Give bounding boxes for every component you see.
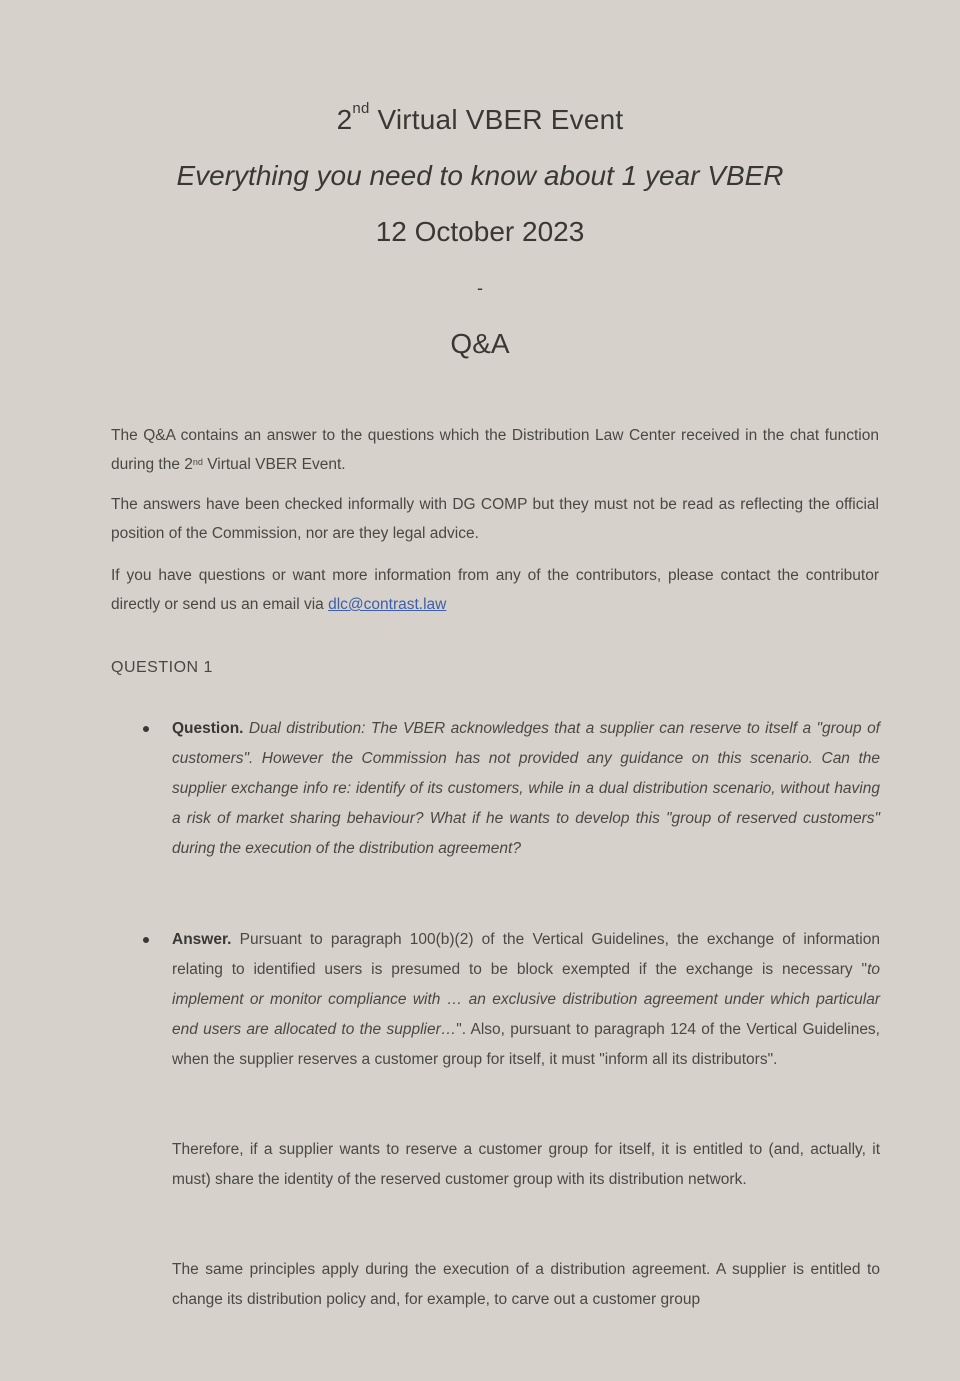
bullet-icon xyxy=(143,937,149,943)
answer-paragraph-3: The same principles apply during the execution of a distribution agreement. A supplier is entitled to change its distribution policy and, for example, to carve out a customer group xyxy=(172,1261,880,1308)
question-item: Question. Dual distribution: The VBER acknowledges that a supplier can reserve to itself a "group of customers". However the Commission has not provided any guidance on this scenario. Can the supplier exchange info re: identify of its customers, while in a dual distribution scenario, without having a risk of market sharing behaviour? What if he wants to develop this "group of reserved customers" during the execution of the distribution agreement? xyxy=(172,720,880,857)
intro-paragraph-3: If you have questions or want more information from any of the contributors, please contact the contributor directly or send us an email via dlc@contrast.law xyxy=(111,567,879,613)
event-subtitle: Everything you need to know about 1 year VBER xyxy=(176,160,784,191)
answer-paragraph-2: Therefore, if a supplier wants to reserve a customer group for itself, it is entitled to (and, actually, it must) share the identity of the reserved customer group with its distribution network. xyxy=(172,1141,880,1188)
question-heading: QUESTION 1 xyxy=(111,659,213,676)
title-separator: - xyxy=(477,278,483,298)
event-date: 12 October 2023 xyxy=(375,216,585,247)
event-title: 2nd Virtual VBER Event xyxy=(336,100,624,135)
section-title: Q&A xyxy=(450,328,510,359)
email-link[interactable]: dlc@contrast.law xyxy=(328,596,447,613)
intro-paragraph-2: The answers have been checked informally with DG COMP but they must not be read as reflecting the official position of the Commission, nor are they legal advice. xyxy=(111,496,879,542)
intro-paragraph-1: The Q&A contains an answer to the questions which the Distribution Law Center received in the chat function during the 2nd Virtual VBER Event. xyxy=(111,427,879,473)
bullet-icon xyxy=(143,726,149,732)
answer-item: Answer. Pursuant to paragraph 100(b)(2) of the Vertical Guidelines, the exchange of information relating to identified users is presumed to be block exempted if the exchange is necessary "to implement or monitor compliance with … an exclusive distribution agreement under which particular end users are allocated to the supplier…". Also, pursuant to paragraph 124 of the Vertical Guidelines, when the supplier reserves a customer group for itself, it must "inform all its distributors". xyxy=(172,931,880,1068)
